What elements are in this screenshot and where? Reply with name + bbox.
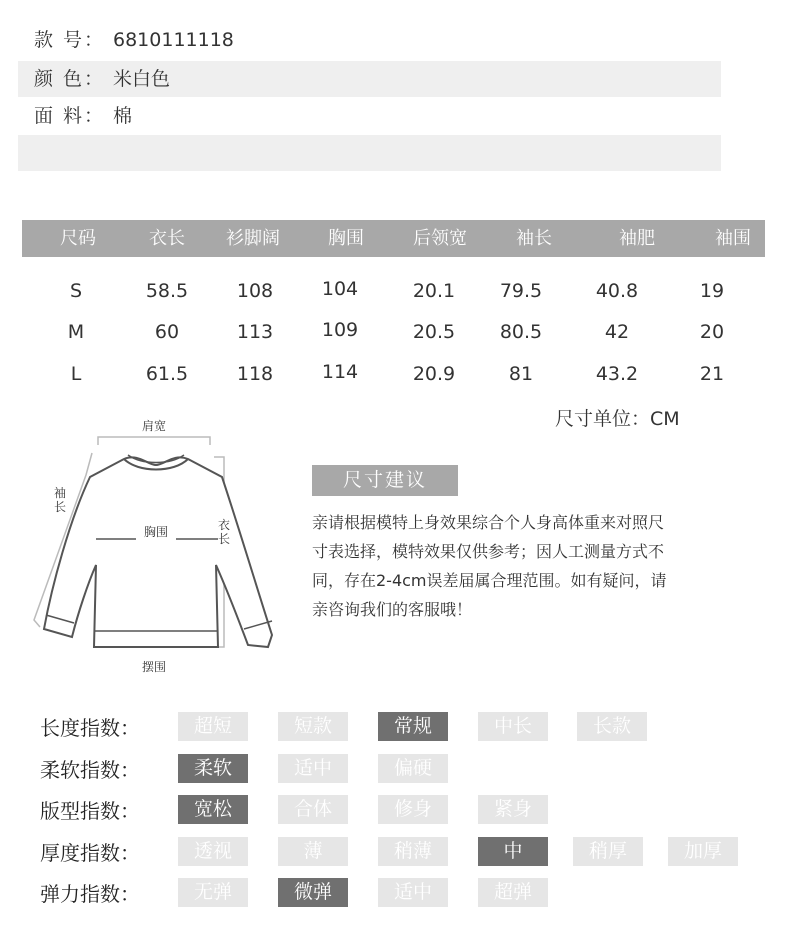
cell-l-sleeve-width: 43.2 [595,363,639,385]
suggestion-line-3: 同，存在2-4cm误差届属合理范围。如有疑问，请 [312,571,667,590]
suggestion-line-4: 亲咨询我们的客服哦！ [312,600,473,619]
cell-l-length: 61.5 [145,363,189,385]
length-index-label: 长度指数： [40,716,140,740]
cell-s-sleeve: 79.5 [499,280,543,302]
suggestion-line-2: 寸表选择，模特效果仅供参考；因人工测量方式不 [312,542,665,561]
cell-m-chest: 109 [321,319,359,341]
softness-index-label: 柔软指数： [40,758,140,782]
thickness-option-thin: 薄 [278,837,348,866]
fabric-label: 面 料： [34,105,106,127]
elasticity-option-medium: 适中 [378,878,448,907]
cell-m-sleeve-width: 42 [604,321,630,343]
empty-info-row [18,135,721,171]
style-number-row [18,22,721,58]
size-suggestion-text [312,508,732,624]
header-chest: 胸围 [328,228,364,249]
style-number-label: 款 号： [34,29,106,51]
cell-s-length: 58.5 [145,280,189,302]
cell-m-cuff: 20 [699,321,725,343]
fabric-value: 棉 [113,105,133,127]
cell-s-hem: 108 [236,280,274,302]
cell-s-chest: 104 [321,278,359,300]
cell-s-size: S [69,280,83,302]
fit-option-loose: 宽松 [178,795,248,824]
label-sleeve-1: 袖 [53,486,67,500]
cell-l-sleeve: 81 [508,363,534,385]
cell-m-sleeve: 80.5 [499,321,543,343]
cell-l-chest: 114 [321,361,359,383]
elasticity-index-label: 弹力指数： [40,882,140,906]
size-suggestion-title: 尺寸建议 [312,465,458,496]
length-option-mid-long: 中长 [478,712,548,741]
header-sleeve-width: 袖肥 [619,228,655,249]
label-length-1: 衣 [217,518,231,532]
softness-option-medium: 适中 [278,754,348,783]
fit-index-label: 版型指数： [40,799,140,823]
thickness-option-slightly-thin: 稍薄 [378,837,448,866]
header-back-neck: 后领宽 [413,228,467,249]
header-size: 尺码 [60,228,96,249]
thickness-option-thick: 加厚 [668,837,738,866]
header-sleeve-length: 袖长 [516,228,552,249]
thickness-option-sheer: 透视 [178,837,248,866]
label-hem: 摆围 [141,660,167,674]
size-table-header [22,220,765,257]
elasticity-option-slight: 微弹 [278,878,348,907]
length-option-long: 长款 [577,712,647,741]
cell-m-neck: 20.5 [412,321,456,343]
cell-l-neck: 20.9 [412,363,456,385]
softness-option-firm: 偏硬 [378,754,448,783]
fit-option-slim: 修身 [378,795,448,824]
label-chest: 胸围 [143,525,169,539]
style-number-value: 6810111118 [113,29,234,51]
cell-m-size: M [67,321,85,343]
cell-l-size: L [70,363,82,385]
softness-option-soft: 柔软 [178,754,248,783]
fabric-row [18,98,721,134]
cell-l-hem: 118 [236,363,274,385]
header-length: 衣长 [149,228,185,249]
color-value: 米白色 [113,68,171,90]
elasticity-option-none: 无弹 [178,878,248,907]
thickness-index-label: 厚度指数： [40,841,140,865]
color-label: 颜 色： [34,68,106,90]
cell-s-cuff: 19 [699,280,725,302]
fit-option-regular: 合体 [278,795,348,824]
suggestion-line-1: 亲请根据模特上身效果综合个人身高体重来对照尺 [312,513,665,532]
cell-l-cuff: 21 [699,363,725,385]
thickness-option-slightly-thick: 稍厚 [573,837,643,866]
garment-diagram [28,415,288,680]
cell-m-length: 60 [154,321,180,343]
size-unit-note: 尺寸单位：CM [555,408,680,430]
shirt-body [44,457,272,647]
color-row [18,61,721,97]
cell-s-neck: 20.1 [412,280,456,302]
header-cuff: 袖围 [715,228,751,249]
label-length-2: 长 [217,532,231,546]
cell-m-hem: 113 [236,321,274,343]
length-option-ultra-short: 超短 [178,712,248,741]
length-option-regular: 常规 [378,712,448,741]
thickness-option-medium: 中 [478,837,548,866]
cell-s-sleeve-width: 40.8 [595,280,639,302]
fit-option-tight: 紧身 [478,795,548,824]
shoulder-guide [98,437,210,445]
label-shoulder: 肩宽 [141,419,167,433]
length-option-short: 短款 [278,712,348,741]
elasticity-option-super: 超弹 [478,878,548,907]
label-sleeve-2: 长 [53,500,67,514]
header-hem-width: 衫脚阔 [226,228,280,249]
